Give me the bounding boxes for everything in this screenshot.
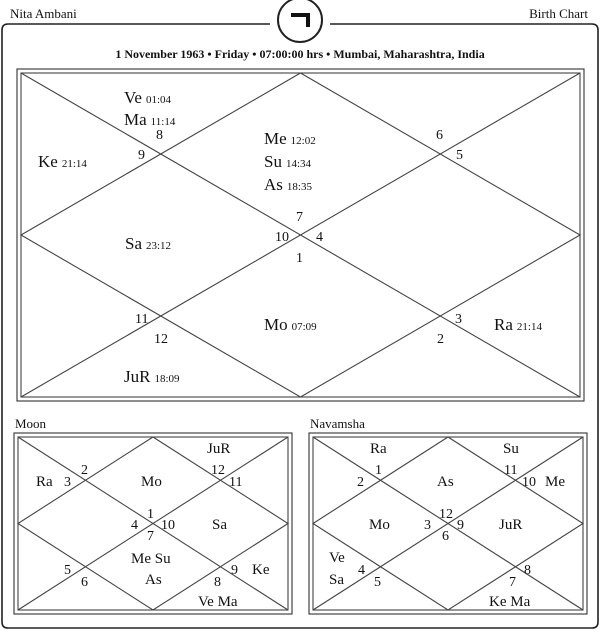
person-name: Nita Ambani <box>10 6 77 21</box>
sign-number: 6 <box>436 128 443 143</box>
planet-ke: Ke 21:14 <box>38 152 87 171</box>
planet-label: JuR <box>499 517 523 533</box>
sign-number: 2 <box>437 332 444 347</box>
sign-number: 3 <box>64 475 71 490</box>
sign-number: 4 <box>131 518 138 533</box>
sign-number: 5 <box>456 148 463 163</box>
navamsha-chart-lines <box>309 433 587 614</box>
planet-mo: Mo 07:09 <box>264 315 317 334</box>
sign-number: 8 <box>156 128 163 143</box>
sign-number: 12 <box>154 332 168 347</box>
sign-number: 9 <box>457 518 464 533</box>
planet-label: Ke Ma <box>489 594 531 610</box>
sign-number: 3 <box>424 518 431 533</box>
planet-sa: Sa 23:12 <box>125 234 172 253</box>
planet-label: Sa <box>329 572 344 588</box>
navamsha-chart-title: Navamsha <box>310 416 365 431</box>
planet-label: Ke <box>252 562 270 578</box>
planet-as: As 18:35 <box>264 175 312 194</box>
planet-label: Ve Ma <box>198 594 238 610</box>
planet-label: Mo <box>369 517 390 533</box>
sign-number: 10 <box>522 475 536 490</box>
sign-number: 7 <box>147 529 154 544</box>
sign-number: 9 <box>138 148 145 163</box>
main-chart-lines <box>17 69 584 401</box>
planet-jur: JuR 18:09 <box>124 367 180 386</box>
sign-number: 1 <box>296 251 303 266</box>
chart-type: Birth Chart <box>529 6 588 21</box>
planet-label: Me Su <box>131 551 171 567</box>
planet-label: As <box>437 474 454 490</box>
sign-number: 10 <box>161 518 175 533</box>
sign-number: 4 <box>358 563 365 578</box>
planet-label: Ra <box>370 441 387 457</box>
sign-number: 5 <box>374 575 381 590</box>
planet-label: Su <box>503 441 519 457</box>
sign-number: 2 <box>357 475 364 490</box>
sign-number: 1 <box>147 507 154 522</box>
sign-number: 6 <box>81 575 88 590</box>
sign-number: 12 <box>211 463 225 478</box>
planet-label: Ve <box>329 550 345 566</box>
planet-ra: Ra 21:14 <box>494 315 542 334</box>
corner-bracket-icon <box>277 0 323 40</box>
sign-number: 6 <box>442 529 449 544</box>
sign-number: 7 <box>296 210 303 225</box>
sign-number: 12 <box>439 507 453 522</box>
planet-label: JuR <box>207 441 231 457</box>
planet-me: Me 12:02 <box>264 129 316 148</box>
planet-ve: Ve 01:04 <box>124 88 172 107</box>
moon-chart-title: Moon <box>15 416 47 431</box>
sign-number: 8 <box>214 575 221 590</box>
sign-number: 7 <box>509 575 516 590</box>
planet-ma: Ma 11:14 <box>124 110 176 129</box>
sign-number: 11 <box>135 312 149 327</box>
sign-number: 10 <box>275 230 289 245</box>
sign-number: 2 <box>81 463 88 478</box>
birth-info: 1 November 1963 • Friday • 07:00:00 hrs • Mumbai, Maharashtra, India <box>115 47 485 61</box>
sign-number: 4 <box>316 230 323 245</box>
planet-label: Ra <box>36 474 53 490</box>
planet-label: As <box>145 572 162 588</box>
sign-number: 11 <box>504 463 518 478</box>
planet-label: Mo <box>141 474 162 490</box>
sign-number: 5 <box>64 563 71 578</box>
sign-number: 11 <box>229 475 243 490</box>
sign-number: 3 <box>455 312 462 327</box>
planet-label: Sa <box>212 517 227 533</box>
planet-su: Su 14:34 <box>264 152 312 171</box>
sign-number: 1 <box>375 463 382 478</box>
sign-number: 9 <box>231 563 238 578</box>
planet-label: Me <box>545 474 565 490</box>
sign-number: 8 <box>524 563 531 578</box>
